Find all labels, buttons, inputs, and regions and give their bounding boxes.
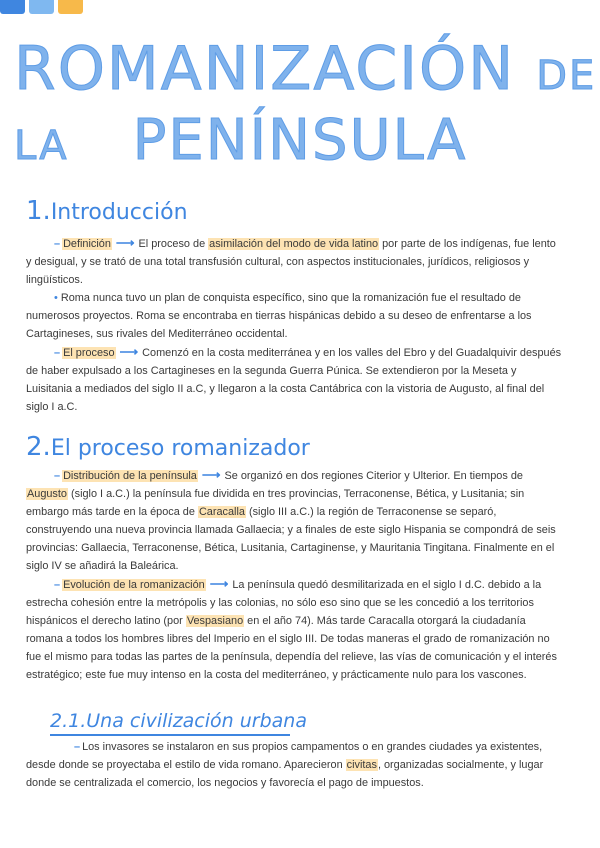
bullet-icon: •	[54, 292, 58, 304]
dash-icon: –	[74, 741, 81, 753]
arrow-right-icon: ⟶	[209, 576, 229, 591]
tab-orange	[58, 0, 83, 14]
heading-underline	[50, 734, 290, 736]
section-1-heading	[26, 196, 188, 226]
section-2-1-heading: 2.1.Una civilización urbana	[50, 710, 307, 732]
term-evolucion: Evolución de la romanización	[63, 579, 205, 591]
section-2-number: 2.	[26, 432, 51, 462]
dash-icon: –	[54, 470, 61, 482]
paragraph-roma: • Roma nunca tuvo un plan de conquista específico, sino que la romanización fue el resultado de numerosos proyectos. Roma se encontraba en tierras hispánicas debido a su deseo de enfrentarse a los Cartagineses, sus rivales del Mediterráneo occidental.	[26, 292, 532, 340]
section-2-1-body	[26, 738, 564, 792]
section-1-number: 1.	[26, 196, 51, 226]
highlight-asimilacion: asimilación del modo de vida latino	[209, 238, 379, 250]
arrow-right-icon: ⟶	[201, 467, 221, 482]
section-1-body	[26, 234, 564, 416]
title-main: ROMANIZACIÓN	[14, 34, 516, 104]
paragraph-distribucion: – Distribución de la península ⟶ Se organizó en dos regiones Citerior y Ulterior. En tiempos de Augusto (siglo I a.C.) la península fue dividida en tres provincias, Terraconense, Bética, y Lusitania; sin embargo más tarde en la época de Caracalla (siglo III a.C.) la región de Terraconense se separó, construyendo una nueva provincia llamada Gallaecia; y a finales de este siglo Hispania se compondrá de seis provincias: Gallaecia, Terraconense, Bética, Lusitania, Cartaginense, y Mauritania Tingitana. Finalmente en el siglo IV se añadirá la Baleárica.	[26, 467, 556, 572]
section-2-title: El proceso romanizador	[50, 436, 310, 461]
term-distribucion: Distribución de la península	[63, 470, 197, 482]
section-2-heading	[26, 432, 310, 462]
paragraph-definicion: – Definición ⟶ El proceso de asimilación del modo de vida latino por parte de los indígenas, fue lento y desigual, y se trató de una total transfusión cultural, con aspectos institucionales, jurídicos, religiosos y lingüísticos.	[26, 235, 556, 286]
dash-icon: –	[54, 579, 61, 591]
title-line-2: PENÍNSULA	[132, 108, 468, 173]
highlight-caracalla: Caracalla	[198, 506, 245, 518]
term-definicion: Definición	[63, 238, 111, 250]
paragraph-civilizacion: – Los invasores se instalaron en sus propios campamentos o en grandes ciudades ya existentes, desde donde se proyectaba el estilo de vida romano. Aparecieron civitas, organizadas socialmente, y lugar donde se centralizada el comercio, los negocios y favorecía el pago de impuestos.	[26, 741, 544, 789]
highlight-vespasiano: Vespasiano	[186, 615, 244, 627]
highlight-augusto: Augusto	[27, 488, 67, 500]
dash-icon: –	[54, 238, 61, 250]
section-2-body	[26, 466, 564, 684]
arrow-right-icon: ⟶	[119, 344, 139, 359]
dash-icon: –	[54, 347, 61, 359]
arrow-right-icon: ⟶	[115, 235, 135, 250]
term-proceso: El proceso	[63, 347, 115, 359]
tab-blue	[0, 0, 25, 14]
paragraph-proceso: – El proceso ⟶ Comenzó en la costa mediterránea y en los valles del Ebro y del Guadalquivir después de haber expulsado a los Cartagineses en la segunda Guerra Púnica. Se extendieron por la Meseta y Luisitania a mediados del siglo II a.C, y llegaron a la costa Cantábrica con la vistoria de Augusto, al final del siglo I a.C.	[26, 344, 562, 413]
paragraph-evolucion: – Evolución de la romanización ⟶ La península quedó desmilitarizada en el siglo I d.C. debido a la estrecha cohesión entre la metrópolis y las colonias, no sólo eso sino que se les concedió a los territorios hispánicos el derecho latino (por Vespasiano en el año 74). Más tarde Caracalla otorgará la ciudadanía romana a todos los hombres libres del Imperio en el siglo III. De todas maneras el grado de romanización no fue el mismo para todas las partes de la península, dependía del relieve, las vías de comunicación y el interés estratégico; este fue muy intenso en la costa del mediterráneo, y prácticamente nulo para los vascones.	[26, 576, 557, 681]
tab-light-blue	[29, 0, 54, 14]
highlight-civitas: civitas	[346, 759, 377, 771]
title-small: DE LA	[14, 53, 597, 169]
color-tabs	[0, 0, 87, 14]
section-1-title: Introducción	[50, 200, 188, 225]
